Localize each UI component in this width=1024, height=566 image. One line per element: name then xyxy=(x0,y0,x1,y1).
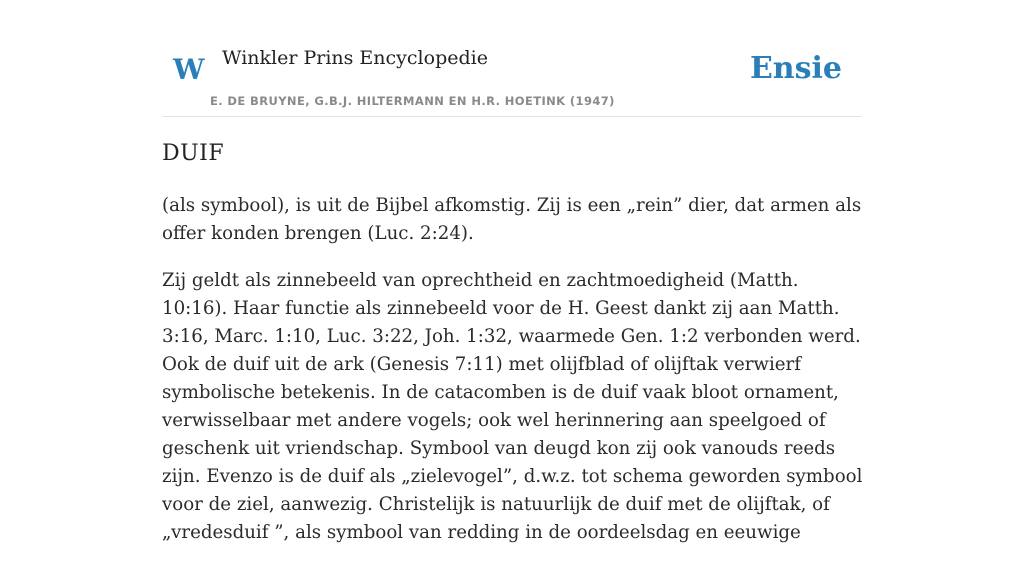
article-paragraph: (als symbool), is uit de Bijbel afkomstig. Zij is een „rein” dier, dat armen als offer konden brengen (Luc. 2:24). xyxy=(162,195,862,244)
site-header xyxy=(162,0,862,117)
page xyxy=(162,0,863,543)
ensie-logo[interactable]: Ensie xyxy=(749,51,842,86)
article-body xyxy=(162,192,864,566)
source-authors: E. DE BRUYNE, G.B.J. HILTERMANN EN H.R. HOETINK (1947) xyxy=(210,94,615,108)
winkler-prins-logo[interactable]: W xyxy=(173,53,205,86)
article-paragraph: Zij geldt als zinnebeeld van oprechtheid en zachtmoedigheid (Matth. 10:16). Haar functie als zinnebeeld voor de H. Geest dankt zij aan Matth. 3:16, Marc. 1:10, Luc. 3:22, Joh. 1:32, waarmede Gen. 1:2 verbonden werd. Ook de duif uit de ark (Genesis 7:11) met olijfblad of olijftak verwierf symbolische betekenis. In de catacomben is de duif vaak bloot ornament, verwisselbaar met andere vogels; ook wel herinnering aan speelgoed of geschenk uit vriendschap. Symbool van deugd kon zij ook vanouds reeds zijn. Evenzo is de duif als „zielevogel”, d.w.z. tot schema geworden symbool voor de ziel, aanwezig. Christelijk is natuurlijk de duif met de olijftak, of „vredesduif ”, als symbool van redding in de oordeelsdag en eeuwige xyxy=(162,270,863,543)
article-headword: DUIF xyxy=(162,141,225,166)
source-title-link[interactable]: Winkler Prins Encyclopedie xyxy=(222,47,488,69)
